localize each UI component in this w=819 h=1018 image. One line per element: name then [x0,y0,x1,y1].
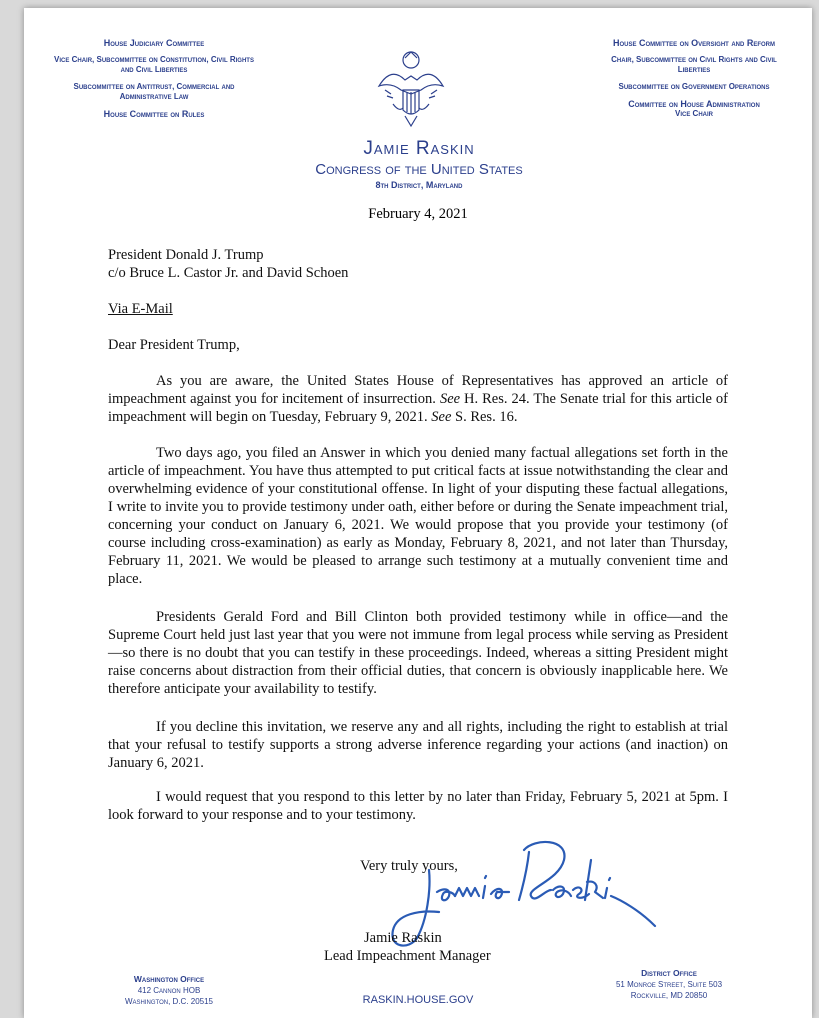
district-label: 8th District, Maryland [375,180,463,190]
committee-rules: House Committee on Rules [103,109,205,119]
p2-text: Two days ago, you filed an Answer in which you denied many factual allegations set forth in the article of impeachment. You have thus attempted to put critical facts at issue notwithstanding the clear and overwhelming evidence of your constitutional offense. In light of your disputing these factual allegations, I write to invite you to provide testimony under oath, either before or during the Senate impeachment trial, concerning your conduct on January 6, 2021. We would propose that you provide your testimony (of course including cross-examination) as early as Monday, February 8, 2021, and not later than Thursday, February 11, 2021. We would be pleased to arrange such testimony at a mutually convenient time and place. [108,445,728,587]
paragraph-2 [108,444,728,588]
subcommittee-constitution: Vice Chair, Subcommittee on Constitution, Civil Rights and Civil Liberties [54,55,254,74]
p4-text: If you decline this invitation, we reserve any and all rights, including the right to establish at trial that your refusal to testify supports a strong adverse inference regarding your actions (and inaction) on January 6, 2021. [108,719,728,771]
p1-see-1: See [439,391,461,407]
letter-page [24,8,812,1018]
committee-house-administration-role: Vice Chair [674,109,713,118]
letter-date: February 4, 2021 [368,206,468,222]
closing: Very truly yours, [360,858,458,874]
letterhead-center [254,138,584,190]
signer-title: Lead Impeachment Manager [324,948,491,964]
via-email-label: Via E-Mail [108,301,173,317]
salutation: Dear President Trump, [108,337,240,353]
paragraph-4 [108,718,728,772]
congressional-seal-icon [369,46,453,130]
website-link[interactable]: RASKIN.HOUSE.GOV [362,994,474,1006]
washington-office-title: Washington Office [133,974,205,984]
p3-text: Presidents Gerald Ford and Bill Clinton both provided testimony while in office—and the Supreme Court held just last year that you were not immune from legal process while serving as President—so there is no doubt that you can testify in these proceedings. Indeed, whereas a sitting President might raise concerns about distraction from their official duties, that concern is obviously inapplicable here. We therefore anticipate your availability to testify. [108,609,728,697]
p1-text-a: As you are aware, the United States House of Representatives has approved an article of impeachment against you for incitement of insurrection. [108,373,728,407]
district-office-line-2: Rockville, MD 20850 [630,991,708,1000]
p1-see-2: See [431,409,452,425]
subcommittee-government-operations: Subcommittee on Government Operations [618,82,770,91]
district-office-title: District Office [641,968,697,978]
district-office-line-1: 51 Monroe Street, Suite 503 [615,980,723,989]
committee-oversight: House Committee on Oversight and Reform [612,38,775,48]
washington-office-line-1: 412 Cannon HOB [137,986,201,995]
member-name: Jamie Raskin [363,138,475,159]
signer-name: Jamie Raskin [364,930,442,946]
recipient-line-1: President Donald J. Trump [108,247,264,263]
washington-office-line-2: Washington, D.C. 20515 [124,997,214,1006]
recipient-block [108,246,728,282]
congress-title: Congress of the United States [315,161,523,178]
recipient-line-2: c/o Bruce L. Castor Jr. and David Schoen [108,265,349,281]
paragraph-1 [108,372,728,426]
paragraph-3 [108,608,728,698]
footer-district-office [584,968,754,1001]
committee-house-administration: Committee on House Administration [628,99,760,109]
p1-text-b: H. Res. 24. The Senate trial for this article of impeachment will begin on Tuesday, February 9, 2021. [108,391,728,425]
paragraph-5 [108,788,728,824]
p5-text: I would request that you respond to this letter by no later than Friday, February 5, 2021 at 5pm. I look forward to your response and to your testimony. [108,789,728,823]
letterhead-left-committees [54,38,254,126]
p1-text-c: S. Res. 16. [451,409,518,425]
subcommittee-antitrust: Subcommittee on Antitrust, Commercial and Administrative Law [73,82,235,101]
subcommittee-civil-rights: Chair, Subcommittee on Civil Rights and Civil Liberties [611,55,777,74]
letterhead-right-committees [599,38,789,126]
committee-judiciary: House Judiciary Committee [103,38,205,48]
